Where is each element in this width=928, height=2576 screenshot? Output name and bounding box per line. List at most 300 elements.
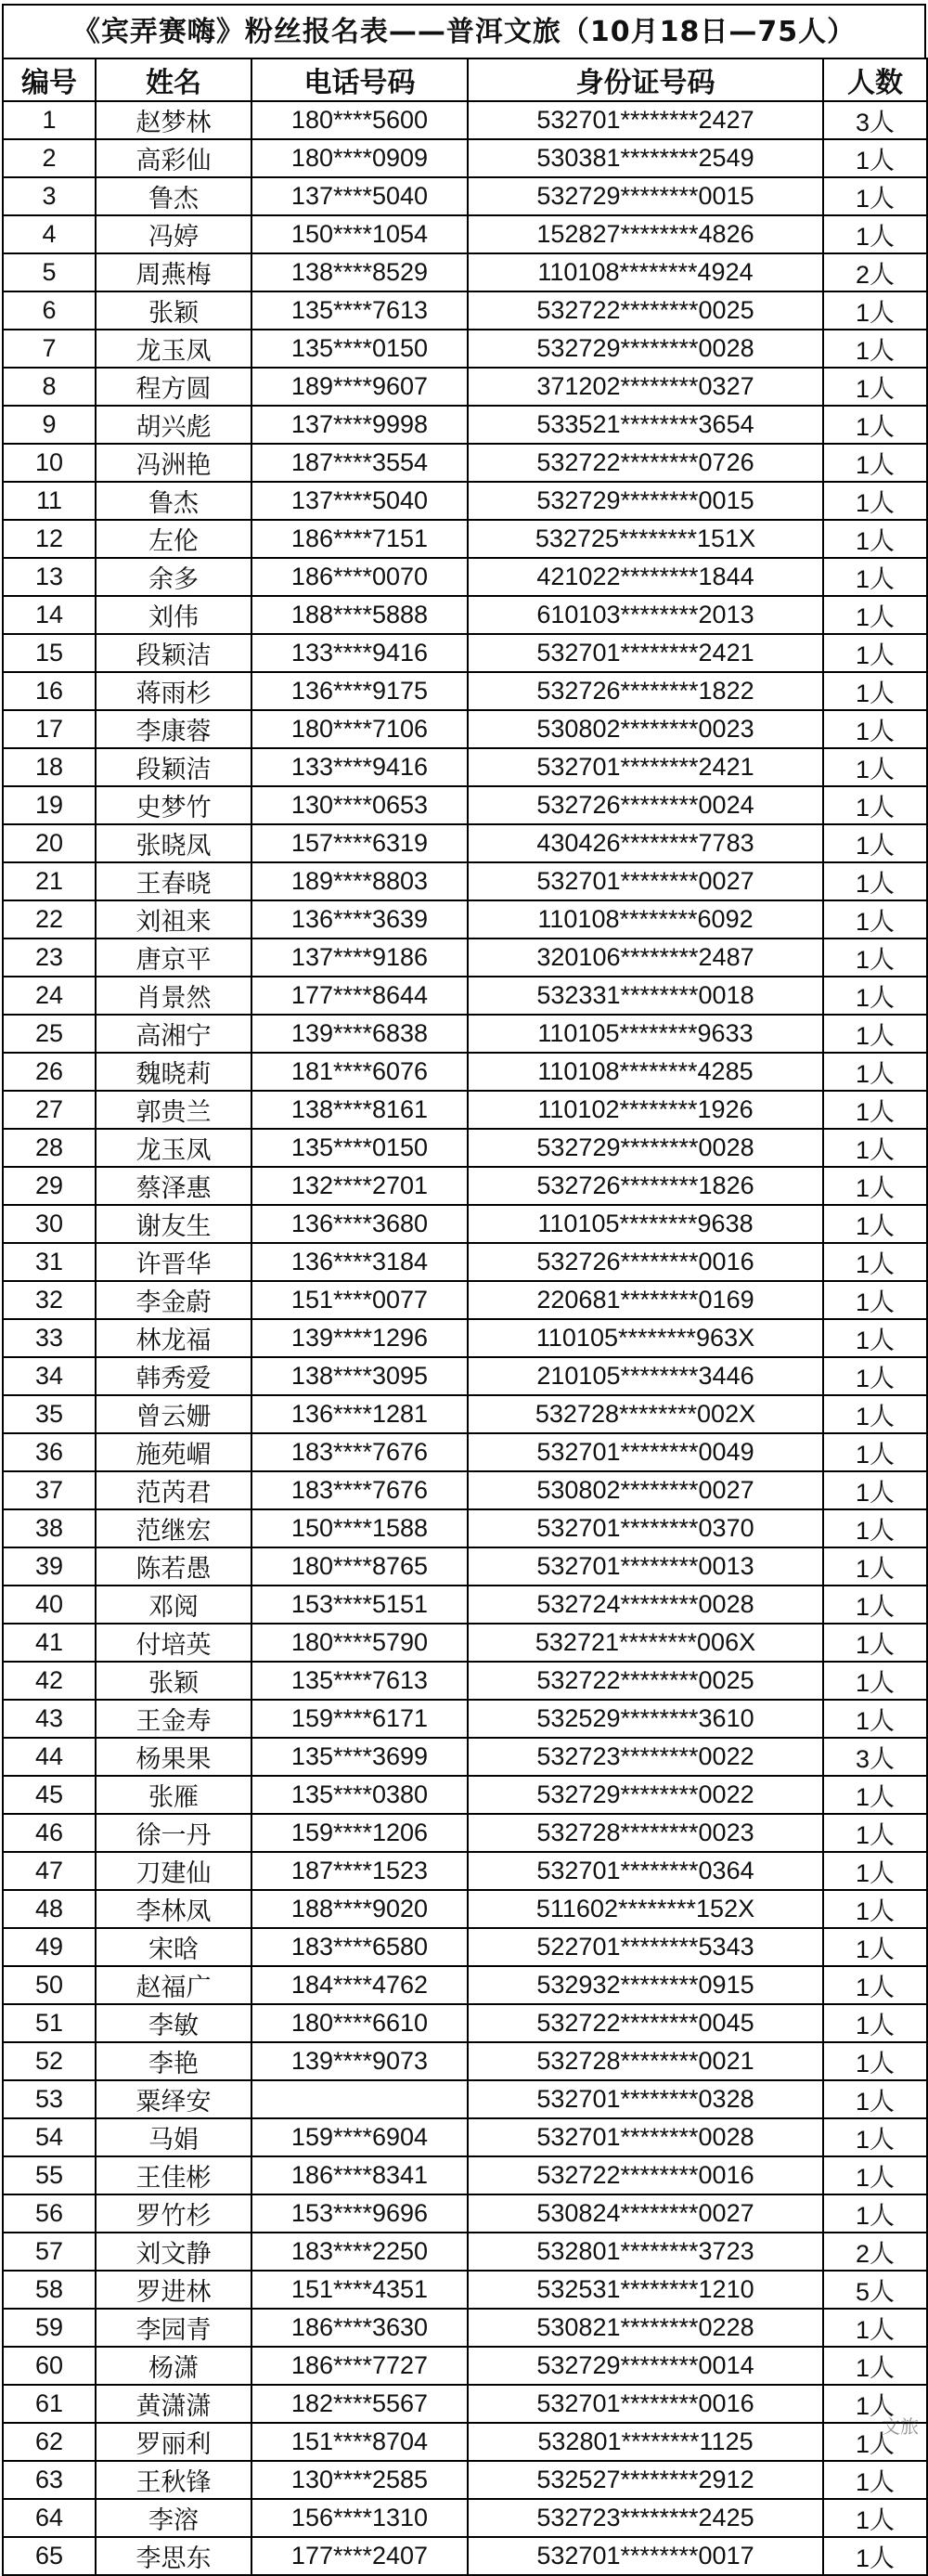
row-name-cell: 施苑嵋 xyxy=(96,1433,251,1471)
row-number-cell: 53 xyxy=(3,2080,96,2118)
row-name-cell: 黄潇潇 xyxy=(96,2385,251,2423)
row-phone-cell: 130****0653 xyxy=(251,786,468,824)
row-id-cell: 532723********0022 xyxy=(468,1738,823,1776)
row-phone-cell: 186****0070 xyxy=(251,558,468,596)
row-id-cell: 532701********0017 xyxy=(468,2537,823,2575)
row-name-cell: 高彩仙 xyxy=(96,139,251,177)
row-id-cell: 532701********0370 xyxy=(468,1509,823,1547)
table-row xyxy=(3,634,927,672)
row-count-cell: 1人 xyxy=(823,1852,927,1890)
header-id-number: 身份证号码 xyxy=(468,58,823,101)
row-id-cell: 430426********7783 xyxy=(468,824,823,862)
table-row xyxy=(3,977,927,1015)
row-name-cell: 史梦竹 xyxy=(96,786,251,824)
table-row xyxy=(3,1624,927,1662)
row-name-cell: 刘文静 xyxy=(96,2233,251,2271)
table-row xyxy=(3,1928,927,1966)
row-count-cell: 5人 xyxy=(823,2271,927,2309)
row-id-cell: 530824********0027 xyxy=(468,2194,823,2233)
row-count-cell: 1人 xyxy=(823,2423,927,2461)
table-row xyxy=(3,1776,927,1814)
row-count-cell: 1人 xyxy=(823,1586,927,1624)
row-number-cell: 2 xyxy=(3,139,96,177)
row-count-cell: 1人 xyxy=(823,786,927,824)
row-id-cell: 532701********2421 xyxy=(468,634,823,672)
row-number-cell: 41 xyxy=(3,1624,96,1662)
row-number-cell: 19 xyxy=(3,786,96,824)
row-count-cell: 1人 xyxy=(823,1205,927,1243)
row-name-cell: 杨果果 xyxy=(96,1738,251,1776)
row-count-cell: 1人 xyxy=(823,2309,927,2347)
row-id-cell: 532726********0016 xyxy=(468,1243,823,1281)
row-name-cell: 李林凤 xyxy=(96,1890,251,1928)
table-row xyxy=(3,938,927,977)
row-count-cell: 1人 xyxy=(823,482,927,520)
row-id-cell: 110108********4924 xyxy=(468,253,823,291)
row-id-cell: 532722********0016 xyxy=(468,2156,823,2194)
row-number-cell: 61 xyxy=(3,2385,96,2423)
row-phone-cell: 136****3184 xyxy=(251,1243,468,1281)
row-name-cell: 罗竹杉 xyxy=(96,2194,251,2233)
row-id-cell: 533521********3654 xyxy=(468,406,823,444)
row-number-cell: 58 xyxy=(3,2271,96,2309)
row-id-cell: 532722********0025 xyxy=(468,1662,823,1700)
row-number-cell: 36 xyxy=(3,1433,96,1471)
row-name-cell: 李溶 xyxy=(96,2499,251,2537)
row-number-cell: 49 xyxy=(3,1928,96,1966)
row-count-cell: 1人 xyxy=(823,2042,927,2080)
table-row xyxy=(3,2118,927,2156)
row-id-cell: 532728********0023 xyxy=(468,1814,823,1852)
row-number-cell: 37 xyxy=(3,1471,96,1509)
table-row xyxy=(3,520,927,558)
row-id-cell: 532701********0028 xyxy=(468,2118,823,2156)
row-name-cell: 刘伟 xyxy=(96,596,251,634)
row-name-cell: 范继宏 xyxy=(96,1509,251,1547)
table-row xyxy=(3,1205,927,1243)
row-name-cell: 徐一丹 xyxy=(96,1814,251,1852)
row-number-cell: 21 xyxy=(3,862,96,900)
table-row xyxy=(3,1433,927,1471)
row-count-cell: 1人 xyxy=(823,1700,927,1738)
table-row xyxy=(3,368,927,406)
row-number-cell: 65 xyxy=(3,2537,96,2575)
row-id-cell: 220681********0169 xyxy=(468,1281,823,1319)
row-number-cell: 46 xyxy=(3,1814,96,1852)
row-name-cell: 张颖 xyxy=(96,1662,251,1700)
row-phone-cell: 137****9186 xyxy=(251,938,468,977)
row-number-cell: 26 xyxy=(3,1053,96,1091)
row-count-cell: 1人 xyxy=(823,2461,927,2499)
table-row xyxy=(3,2385,927,2423)
row-count-cell: 2人 xyxy=(823,253,927,291)
row-count-cell: 1人 xyxy=(823,748,927,786)
watermark: 文旅 xyxy=(882,2415,919,2438)
row-name-cell: 邓阅 xyxy=(96,1586,251,1624)
row-id-cell: 532701********0027 xyxy=(468,862,823,900)
row-name-cell: 马娟 xyxy=(96,2118,251,2156)
row-phone-cell: 137****9998 xyxy=(251,406,468,444)
row-id-cell: 110105********9638 xyxy=(468,1205,823,1243)
row-name-cell: 陈若愚 xyxy=(96,1547,251,1586)
table-row xyxy=(3,862,927,900)
row-name-cell: 杨潇 xyxy=(96,2347,251,2385)
row-number-cell: 33 xyxy=(3,1319,96,1357)
row-count-cell: 1人 xyxy=(823,406,927,444)
row-id-cell: 532801********3723 xyxy=(468,2233,823,2271)
table-row xyxy=(3,101,927,139)
row-id-cell: 532729********0028 xyxy=(468,1129,823,1167)
row-id-cell: 532722********0726 xyxy=(468,444,823,482)
row-phone-cell: 138****8161 xyxy=(251,1091,468,1129)
row-name-cell: 罗进林 xyxy=(96,2271,251,2309)
row-name-cell: 郭贵兰 xyxy=(96,1091,251,1129)
row-phone-cell: 139****6838 xyxy=(251,1015,468,1053)
row-phone-cell: 180****5790 xyxy=(251,1624,468,1662)
row-phone-cell: 139****9073 xyxy=(251,2042,468,2080)
row-id-cell: 371202********0327 xyxy=(468,368,823,406)
row-number-cell: 7 xyxy=(3,330,96,368)
row-phone-cell: 139****1296 xyxy=(251,1319,468,1357)
row-phone-cell: 180****5600 xyxy=(251,101,468,139)
row-name-cell: 李艳 xyxy=(96,2042,251,2080)
row-id-cell: 532722********0045 xyxy=(468,2004,823,2042)
row-name-cell: 王秋锋 xyxy=(96,2461,251,2499)
table-row xyxy=(3,596,927,634)
row-id-cell: 532726********1822 xyxy=(468,672,823,710)
table-row xyxy=(3,1814,927,1852)
row-phone-cell: 180****6610 xyxy=(251,2004,468,2042)
table-row xyxy=(3,330,927,368)
row-number-cell: 14 xyxy=(3,596,96,634)
row-phone-cell: 151****0077 xyxy=(251,1281,468,1319)
row-phone-cell: 157****6319 xyxy=(251,824,468,862)
row-number-cell: 51 xyxy=(3,2004,96,2042)
row-phone-cell: 186****3630 xyxy=(251,2309,468,2347)
row-number-cell: 16 xyxy=(3,672,96,710)
row-number-cell: 42 xyxy=(3,1662,96,1700)
row-id-cell: 532729********0015 xyxy=(468,177,823,215)
row-number-cell: 18 xyxy=(3,748,96,786)
row-phone-cell: 183****2250 xyxy=(251,2233,468,2271)
row-name-cell: 魏晓莉 xyxy=(96,1053,251,1091)
row-number-cell: 62 xyxy=(3,2423,96,2461)
row-name-cell: 王佳彬 xyxy=(96,2156,251,2194)
row-number-cell: 50 xyxy=(3,1966,96,2004)
row-name-cell: 王春晓 xyxy=(96,862,251,900)
table-row xyxy=(3,1738,927,1776)
row-id-cell: 532726********0024 xyxy=(468,786,823,824)
row-count-cell: 1人 xyxy=(823,368,927,406)
table-row xyxy=(3,1509,927,1547)
row-name-cell: 李思东 xyxy=(96,2537,251,2575)
row-phone-cell: 159****1206 xyxy=(251,1814,468,1852)
row-phone-cell: 137****5040 xyxy=(251,482,468,520)
row-number-cell: 6 xyxy=(3,291,96,330)
row-id-cell: 532722********0025 xyxy=(468,291,823,330)
row-phone-cell: 187****3554 xyxy=(251,444,468,482)
row-name-cell: 龙玉凤 xyxy=(96,1129,251,1167)
row-phone-cell: 135****3699 xyxy=(251,1738,468,1776)
row-phone-cell: 186****8341 xyxy=(251,2156,468,2194)
row-phone-cell: 156****1310 xyxy=(251,2499,468,2537)
row-phone-cell: 133****9416 xyxy=(251,748,468,786)
row-id-cell: 532724********0028 xyxy=(468,1586,823,1624)
row-phone-cell: 153****9696 xyxy=(251,2194,468,2233)
row-name-cell: 曾云姗 xyxy=(96,1395,251,1433)
row-id-cell: 530802********0027 xyxy=(468,1471,823,1509)
row-count-cell: 1人 xyxy=(823,596,927,634)
row-count-cell: 1人 xyxy=(823,2194,927,2233)
row-phone-cell: 189****9607 xyxy=(251,368,468,406)
table-row xyxy=(3,710,927,748)
row-id-cell: 532729********0022 xyxy=(468,1776,823,1814)
row-number-cell: 56 xyxy=(3,2194,96,2233)
row-name-cell: 冯婷 xyxy=(96,215,251,253)
row-name-cell: 冯洲艳 xyxy=(96,444,251,482)
table-row xyxy=(3,444,927,482)
row-count-cell: 1人 xyxy=(823,330,927,368)
header-name: 姓名 xyxy=(96,58,251,101)
row-phone-cell xyxy=(251,2080,468,2118)
row-number-cell: 63 xyxy=(3,2461,96,2499)
table-row xyxy=(3,2423,927,2461)
row-number-cell: 23 xyxy=(3,938,96,977)
row-name-cell: 宋晗 xyxy=(96,1928,251,1966)
row-name-cell: 罗丽利 xyxy=(96,2423,251,2461)
row-count-cell: 1人 xyxy=(823,520,927,558)
row-id-cell: 532729********0014 xyxy=(468,2347,823,2385)
row-count-cell: 1人 xyxy=(823,1928,927,1966)
row-phone-cell: 188****9020 xyxy=(251,1890,468,1928)
row-name-cell: 唐京平 xyxy=(96,938,251,977)
row-name-cell: 李金蔚 xyxy=(96,1281,251,1319)
row-number-cell: 20 xyxy=(3,824,96,862)
table-row xyxy=(3,900,927,938)
row-phone-cell: 151****8704 xyxy=(251,2423,468,2461)
table-row xyxy=(3,2042,927,2080)
row-count-cell: 1人 xyxy=(823,1509,927,1547)
row-id-cell: 152827********4826 xyxy=(468,215,823,253)
row-number-cell: 4 xyxy=(3,215,96,253)
table-row xyxy=(3,2537,927,2575)
row-id-cell: 532331********0018 xyxy=(468,977,823,1015)
row-phone-cell: 180****0909 xyxy=(251,139,468,177)
row-id-cell: 532932********0915 xyxy=(468,1966,823,2004)
row-phone-cell: 159****6171 xyxy=(251,1700,468,1738)
row-phone-cell: 180****7106 xyxy=(251,710,468,748)
row-phone-cell: 135****7613 xyxy=(251,1662,468,1700)
row-phone-cell: 136****1281 xyxy=(251,1395,468,1433)
table-row xyxy=(3,2194,927,2233)
table-row xyxy=(3,1852,927,1890)
row-id-cell: 530381********2549 xyxy=(468,139,823,177)
table-row xyxy=(3,177,927,215)
row-count-cell: 1人 xyxy=(823,558,927,596)
row-phone-cell: 177****8644 xyxy=(251,977,468,1015)
row-name-cell: 刀建仙 xyxy=(96,1852,251,1890)
table-row xyxy=(3,558,927,596)
table-row xyxy=(3,2156,927,2194)
table-row xyxy=(3,2004,927,2042)
row-id-cell: 532701********2421 xyxy=(468,748,823,786)
row-name-cell: 王金寿 xyxy=(96,1700,251,1738)
row-count-cell: 2人 xyxy=(823,2233,927,2271)
page-title: 《宾弄赛嗨》粉丝报名表——普洱文旅（10月18日—75人） xyxy=(2,4,926,58)
row-count-cell: 1人 xyxy=(823,1395,927,1433)
row-count-cell: 3人 xyxy=(823,101,927,139)
row-number-cell: 38 xyxy=(3,1509,96,1547)
table-row xyxy=(3,2499,927,2537)
row-number-cell: 48 xyxy=(3,1890,96,1928)
row-name-cell: 谢友生 xyxy=(96,1205,251,1243)
row-count-cell: 1人 xyxy=(823,1015,927,1053)
table-row xyxy=(3,2461,927,2499)
table-row xyxy=(3,748,927,786)
table-row xyxy=(3,139,927,177)
row-phone-cell: 136****9175 xyxy=(251,672,468,710)
row-phone-cell: 183****6580 xyxy=(251,1928,468,1966)
header-row xyxy=(3,58,927,101)
table-row xyxy=(3,786,927,824)
row-count-cell: 1人 xyxy=(823,215,927,253)
row-count-cell: 1人 xyxy=(823,1966,927,2004)
row-count-cell: 1人 xyxy=(823,1281,927,1319)
row-id-cell: 532701********0049 xyxy=(468,1433,823,1471)
table-row xyxy=(3,1053,927,1091)
row-id-cell: 532801********1125 xyxy=(468,2423,823,2461)
row-count-cell: 1人 xyxy=(823,1890,927,1928)
row-name-cell: 韩秀爱 xyxy=(96,1357,251,1395)
row-id-cell: 532701********0328 xyxy=(468,2080,823,2118)
row-name-cell: 赵梦林 xyxy=(96,101,251,139)
table-row xyxy=(3,1966,927,2004)
row-number-cell: 43 xyxy=(3,1700,96,1738)
row-phone-cell: 181****6076 xyxy=(251,1053,468,1091)
row-count-cell: 1人 xyxy=(823,1662,927,1700)
row-phone-cell: 183****7676 xyxy=(251,1471,468,1509)
row-count-cell: 1人 xyxy=(823,139,927,177)
row-count-cell: 1人 xyxy=(823,977,927,1015)
table-row xyxy=(3,2347,927,2385)
row-number-cell: 59 xyxy=(3,2309,96,2347)
row-name-cell: 许晋华 xyxy=(96,1243,251,1281)
row-number-cell: 64 xyxy=(3,2499,96,2537)
row-count-cell: 1人 xyxy=(823,1776,927,1814)
row-id-cell: 532723********2425 xyxy=(468,2499,823,2537)
row-count-cell: 1人 xyxy=(823,1167,927,1205)
row-count-cell: 1人 xyxy=(823,672,927,710)
row-count-cell: 1人 xyxy=(823,1091,927,1129)
table-row xyxy=(3,2080,927,2118)
row-id-cell: 532728********002X xyxy=(468,1395,823,1433)
row-id-cell: 532701********0364 xyxy=(468,1852,823,1890)
row-number-cell: 40 xyxy=(3,1586,96,1624)
row-id-cell: 532726********1826 xyxy=(468,1167,823,1205)
table-row xyxy=(3,1890,927,1928)
row-number-cell: 32 xyxy=(3,1281,96,1319)
row-phone-cell: 184****4762 xyxy=(251,1966,468,2004)
row-id-cell: 532725********151X xyxy=(468,520,823,558)
row-count-cell: 1人 xyxy=(823,291,927,330)
table-row xyxy=(3,824,927,862)
row-id-cell: 532531********1210 xyxy=(468,2271,823,2309)
row-number-cell: 35 xyxy=(3,1395,96,1433)
row-id-cell: 532728********0021 xyxy=(468,2042,823,2080)
row-count-cell: 1人 xyxy=(823,2118,927,2156)
header-count: 人数 xyxy=(823,58,927,101)
row-phone-cell: 136****3639 xyxy=(251,900,468,938)
row-name-cell: 林龙福 xyxy=(96,1319,251,1357)
row-phone-cell: 135****7613 xyxy=(251,291,468,330)
row-id-cell: 320106********2487 xyxy=(468,938,823,977)
row-phone-cell: 180****8765 xyxy=(251,1547,468,1586)
row-name-cell: 鲁杰 xyxy=(96,177,251,215)
row-id-cell: 532721********006X xyxy=(468,1624,823,1662)
table-row xyxy=(3,672,927,710)
row-id-cell: 110102********1926 xyxy=(468,1091,823,1129)
row-name-cell: 付培英 xyxy=(96,1624,251,1662)
row-count-cell: 1人 xyxy=(823,2347,927,2385)
table-row xyxy=(3,1586,927,1624)
row-id-cell: 532729********0028 xyxy=(468,330,823,368)
row-phone-cell: 138****3095 xyxy=(251,1357,468,1395)
row-phone-cell: 150****1588 xyxy=(251,1509,468,1547)
row-phone-cell: 182****5567 xyxy=(251,2385,468,2423)
row-id-cell: 421022********1844 xyxy=(468,558,823,596)
row-number-cell: 8 xyxy=(3,368,96,406)
row-count-cell: 1人 xyxy=(823,2004,927,2042)
row-id-cell: 110108********6092 xyxy=(468,900,823,938)
row-id-cell: 532701********2427 xyxy=(468,101,823,139)
row-name-cell: 刘祖来 xyxy=(96,900,251,938)
row-phone-cell: 189****8803 xyxy=(251,862,468,900)
row-phone-cell: 132****2701 xyxy=(251,1167,468,1205)
row-count-cell: 1人 xyxy=(823,1624,927,1662)
row-id-cell: 532701********0013 xyxy=(468,1547,823,1586)
row-phone-cell: 187****1523 xyxy=(251,1852,468,1890)
registration-table xyxy=(2,58,928,2576)
row-name-cell: 胡兴彪 xyxy=(96,406,251,444)
row-count-cell: 1人 xyxy=(823,1129,927,1167)
row-id-cell: 532701********0016 xyxy=(468,2385,823,2423)
row-name-cell: 肖景然 xyxy=(96,977,251,1015)
table-row xyxy=(3,2233,927,2271)
table-row xyxy=(3,1281,927,1319)
row-number-cell: 27 xyxy=(3,1091,96,1129)
row-count-cell: 1人 xyxy=(823,710,927,748)
table-row xyxy=(3,1243,927,1281)
row-id-cell: 110108********4285 xyxy=(468,1053,823,1091)
row-name-cell: 李园青 xyxy=(96,2309,251,2347)
row-number-cell: 5 xyxy=(3,253,96,291)
row-count-cell: 1人 xyxy=(823,634,927,672)
table-row xyxy=(3,1471,927,1509)
row-phone-cell: 137****5040 xyxy=(251,177,468,215)
row-phone-cell: 135****0380 xyxy=(251,1776,468,1814)
row-count-cell: 1人 xyxy=(823,1357,927,1395)
row-count-cell: 1人 xyxy=(823,1547,927,1586)
row-number-cell: 25 xyxy=(3,1015,96,1053)
row-count-cell: 1人 xyxy=(823,1053,927,1091)
row-name-cell: 李敏 xyxy=(96,2004,251,2042)
row-id-cell: 511602********152X xyxy=(468,1890,823,1928)
row-number-cell: 15 xyxy=(3,634,96,672)
row-number-cell: 34 xyxy=(3,1357,96,1395)
row-id-cell: 530821********0228 xyxy=(468,2309,823,2347)
row-id-cell: 610103********2013 xyxy=(468,596,823,634)
row-number-cell: 39 xyxy=(3,1547,96,1586)
